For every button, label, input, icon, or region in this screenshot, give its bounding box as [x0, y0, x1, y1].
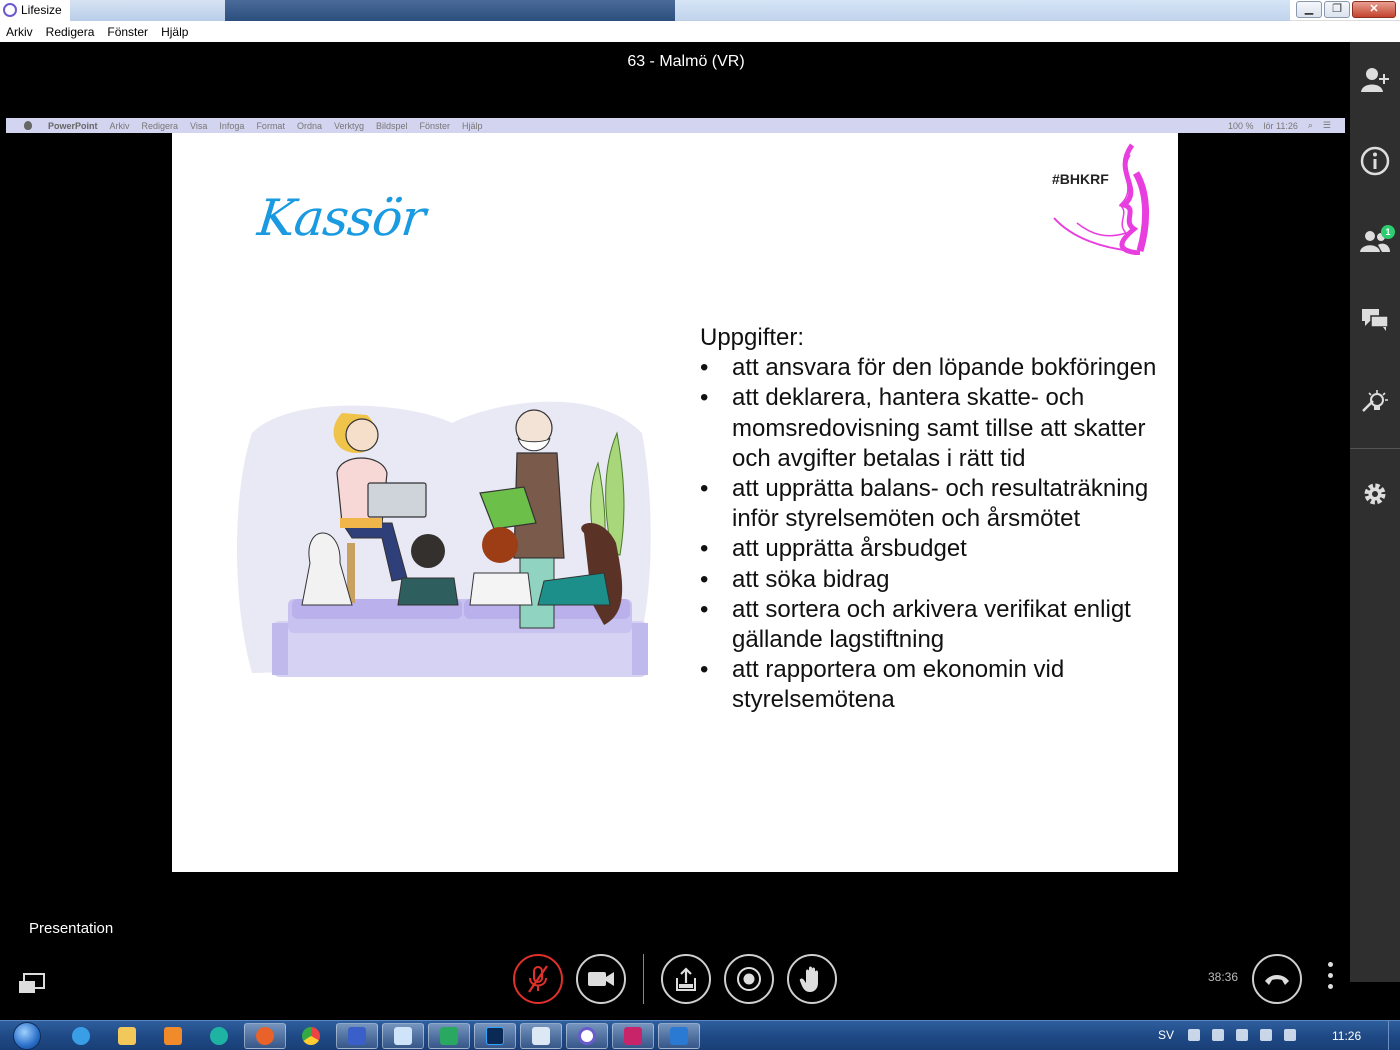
bhkrf-logo-icon: [1052, 143, 1152, 255]
share-button[interactable]: [661, 954, 711, 1004]
taskbar-internet-explorer[interactable]: [60, 1023, 102, 1049]
task-item: • att söka bidrag: [700, 565, 1160, 595]
internet-explorer-icon: [72, 1027, 90, 1045]
floppy-disk-icon: [348, 1027, 366, 1045]
task-item: • att upprätta årsbudget: [700, 534, 1160, 564]
video-camera-icon: [587, 969, 615, 989]
minimize-button[interactable]: ▁: [1296, 1, 1322, 18]
language-indicator[interactable]: SV: [1158, 1028, 1175, 1042]
shared-screen-menubar: [6, 118, 1345, 133]
shared-menu-item: Hjälp: [462, 120, 483, 131]
volume-icon[interactable]: [1284, 1029, 1296, 1041]
photoshop-icon: [486, 1027, 504, 1045]
shared-menu-item: Bildspel: [375, 120, 408, 131]
raise-hand-icon: [799, 965, 825, 993]
shared-menu-item: Ordna: [296, 120, 322, 131]
taskbar-window[interactable]: [520, 1023, 562, 1049]
tray-expand-icon[interactable]: [1188, 1029, 1200, 1041]
windows-logo-icon: [13, 1022, 41, 1050]
end-call-button[interactable]: [1252, 954, 1302, 1004]
signal-icon[interactable]: [1260, 1029, 1272, 1041]
shared-menu-item: Format: [256, 120, 285, 131]
shield-icon: [440, 1027, 458, 1045]
shared-menu-item: Arkiv: [109, 120, 130, 131]
background-window-strip: [225, 0, 675, 21]
menu-fonster[interactable]: Fönster: [107, 24, 149, 39]
close-button[interactable]: ✕: [1352, 1, 1396, 18]
menu-arkiv[interactable]: Arkiv: [6, 24, 33, 39]
shared-menu-item: Redigera: [141, 120, 179, 131]
share-screen-icon: [674, 966, 698, 992]
shared-menu-item: Visa: [190, 120, 208, 131]
shared-menu-item: Verktyg: [333, 120, 364, 131]
camera-button[interactable]: [576, 954, 626, 1004]
shared-clock: lör 11:26: [1263, 120, 1298, 131]
windows-taskbar: [0, 1020, 1400, 1050]
task-item: • att deklarera, hantera skatte- och momsredovisning samt tillse att skatter och avgifter betalas i rätt tid: [700, 383, 1160, 474]
record-button[interactable]: [724, 954, 774, 1004]
team-meeting-illustration: [232, 373, 652, 683]
task-list: [700, 323, 1160, 716]
lifesize-app-icon: [3, 3, 17, 17]
picture-in-picture-icon[interactable]: [18, 972, 46, 994]
controls-divider: [643, 954, 644, 1004]
taskbar-indesign[interactable]: [612, 1023, 654, 1049]
outlook-icon: [670, 1027, 688, 1045]
folder-icon: [118, 1027, 136, 1045]
taskbar-clock[interactable]: 11:26: [1332, 1029, 1362, 1043]
sidebar-divider: [1350, 448, 1400, 449]
task-item: • att sortera och arkivera verifikat enligt gällande lagstiftning: [700, 595, 1160, 655]
background-window-strip: [675, 0, 1290, 21]
taskbar-security[interactable]: [428, 1023, 470, 1049]
microphone-muted-icon: [525, 964, 551, 994]
shared-menu-item: Fönster: [419, 120, 451, 131]
info-icon: [1359, 145, 1391, 177]
window-title: Lifesize: [21, 3, 62, 17]
taskbar-photoshop[interactable]: [474, 1023, 516, 1049]
info-button[interactable]: [1350, 131, 1400, 191]
call-timer: 38:36: [1208, 970, 1239, 984]
settings-icon: [1362, 481, 1388, 507]
task-item: • att ansvara för den löpande bokföringen: [700, 353, 1160, 383]
settings-button[interactable]: [1350, 464, 1400, 524]
logo-text: #BHKRF: [1052, 171, 1109, 187]
presentation-label: Presentation: [29, 920, 114, 937]
menu-redigera[interactable]: Redigera: [45, 24, 95, 39]
taskbar-outlook[interactable]: [658, 1023, 700, 1049]
chrome-icon: [302, 1027, 320, 1045]
right-sidebar: [1350, 42, 1400, 982]
restore-button[interactable]: ❐: [1324, 1, 1350, 18]
effects-button[interactable]: [1350, 372, 1400, 432]
hang-up-icon: [1263, 971, 1291, 987]
effects-icon: [1361, 389, 1389, 415]
chat-icon: [1361, 307, 1389, 333]
more-dot: [1328, 984, 1333, 989]
call-title: 63 - Malmö (VR): [627, 53, 745, 70]
more-dot: [1328, 973, 1333, 978]
show-desktop-button[interactable]: [1388, 1021, 1400, 1050]
system-tray: [1188, 1029, 1296, 1041]
notepad-icon: [394, 1027, 412, 1045]
slide-title: Kassör: [254, 189, 428, 247]
raise-hand-button[interactable]: [787, 954, 837, 1004]
taskbar-edge[interactable]: [198, 1023, 240, 1049]
more-options-button[interactable]: [1320, 962, 1340, 994]
taskbar-media-player[interactable]: [152, 1023, 194, 1049]
taskbar-notepad[interactable]: [382, 1023, 424, 1049]
task-item: • att rapportera om ekonomin vid styrelsemötena: [700, 655, 1160, 715]
add-participant-button[interactable]: [1350, 50, 1400, 110]
mute-button[interactable]: [513, 954, 563, 1004]
chat-button[interactable]: [1350, 290, 1400, 350]
shared-battery-text: 100 %: [1227, 120, 1254, 131]
task-item: • att upprätta balans- och resultaträkning inför styrelsemöten och årsmötet: [700, 474, 1160, 534]
title-bar: [0, 0, 1400, 21]
add-participant-icon: [1360, 66, 1390, 94]
menu-hjalp[interactable]: Hjälp: [161, 24, 189, 39]
indesign-icon: [624, 1027, 642, 1045]
task-list-heading: Uppgifter:: [700, 324, 805, 351]
media-player-icon: [164, 1027, 182, 1045]
firefox-icon: [256, 1027, 274, 1045]
shared-search-icon: ⌕: [1307, 120, 1313, 130]
participants-count-badge: 1: [1381, 225, 1395, 239]
shared-menu-item: Infoga: [219, 120, 245, 131]
menu-bar: [0, 21, 1400, 42]
taskbar-chrome[interactable]: [290, 1023, 332, 1049]
record-icon: [735, 965, 763, 993]
taskbar-save-app[interactable]: [336, 1023, 378, 1049]
shared-list-icon: ☰: [1322, 120, 1331, 130]
more-dot: [1328, 962, 1333, 967]
taskbar-firefox[interactable]: [244, 1023, 286, 1049]
shared-menu-item: PowerPoint: [48, 120, 98, 131]
participants-button[interactable]: [1350, 211, 1400, 271]
apple-icon: [24, 121, 32, 130]
lifesize-icon: [578, 1027, 596, 1045]
edge-icon: [210, 1027, 228, 1045]
presentation-slide: [172, 133, 1178, 872]
taskbar-lifesize[interactable]: [566, 1023, 608, 1049]
window-icon: [532, 1027, 550, 1045]
start-button[interactable]: [8, 1021, 46, 1050]
flag-icon[interactable]: [1212, 1029, 1224, 1041]
taskbar-file-explorer[interactable]: [106, 1023, 148, 1049]
power-icon[interactable]: [1236, 1029, 1248, 1041]
